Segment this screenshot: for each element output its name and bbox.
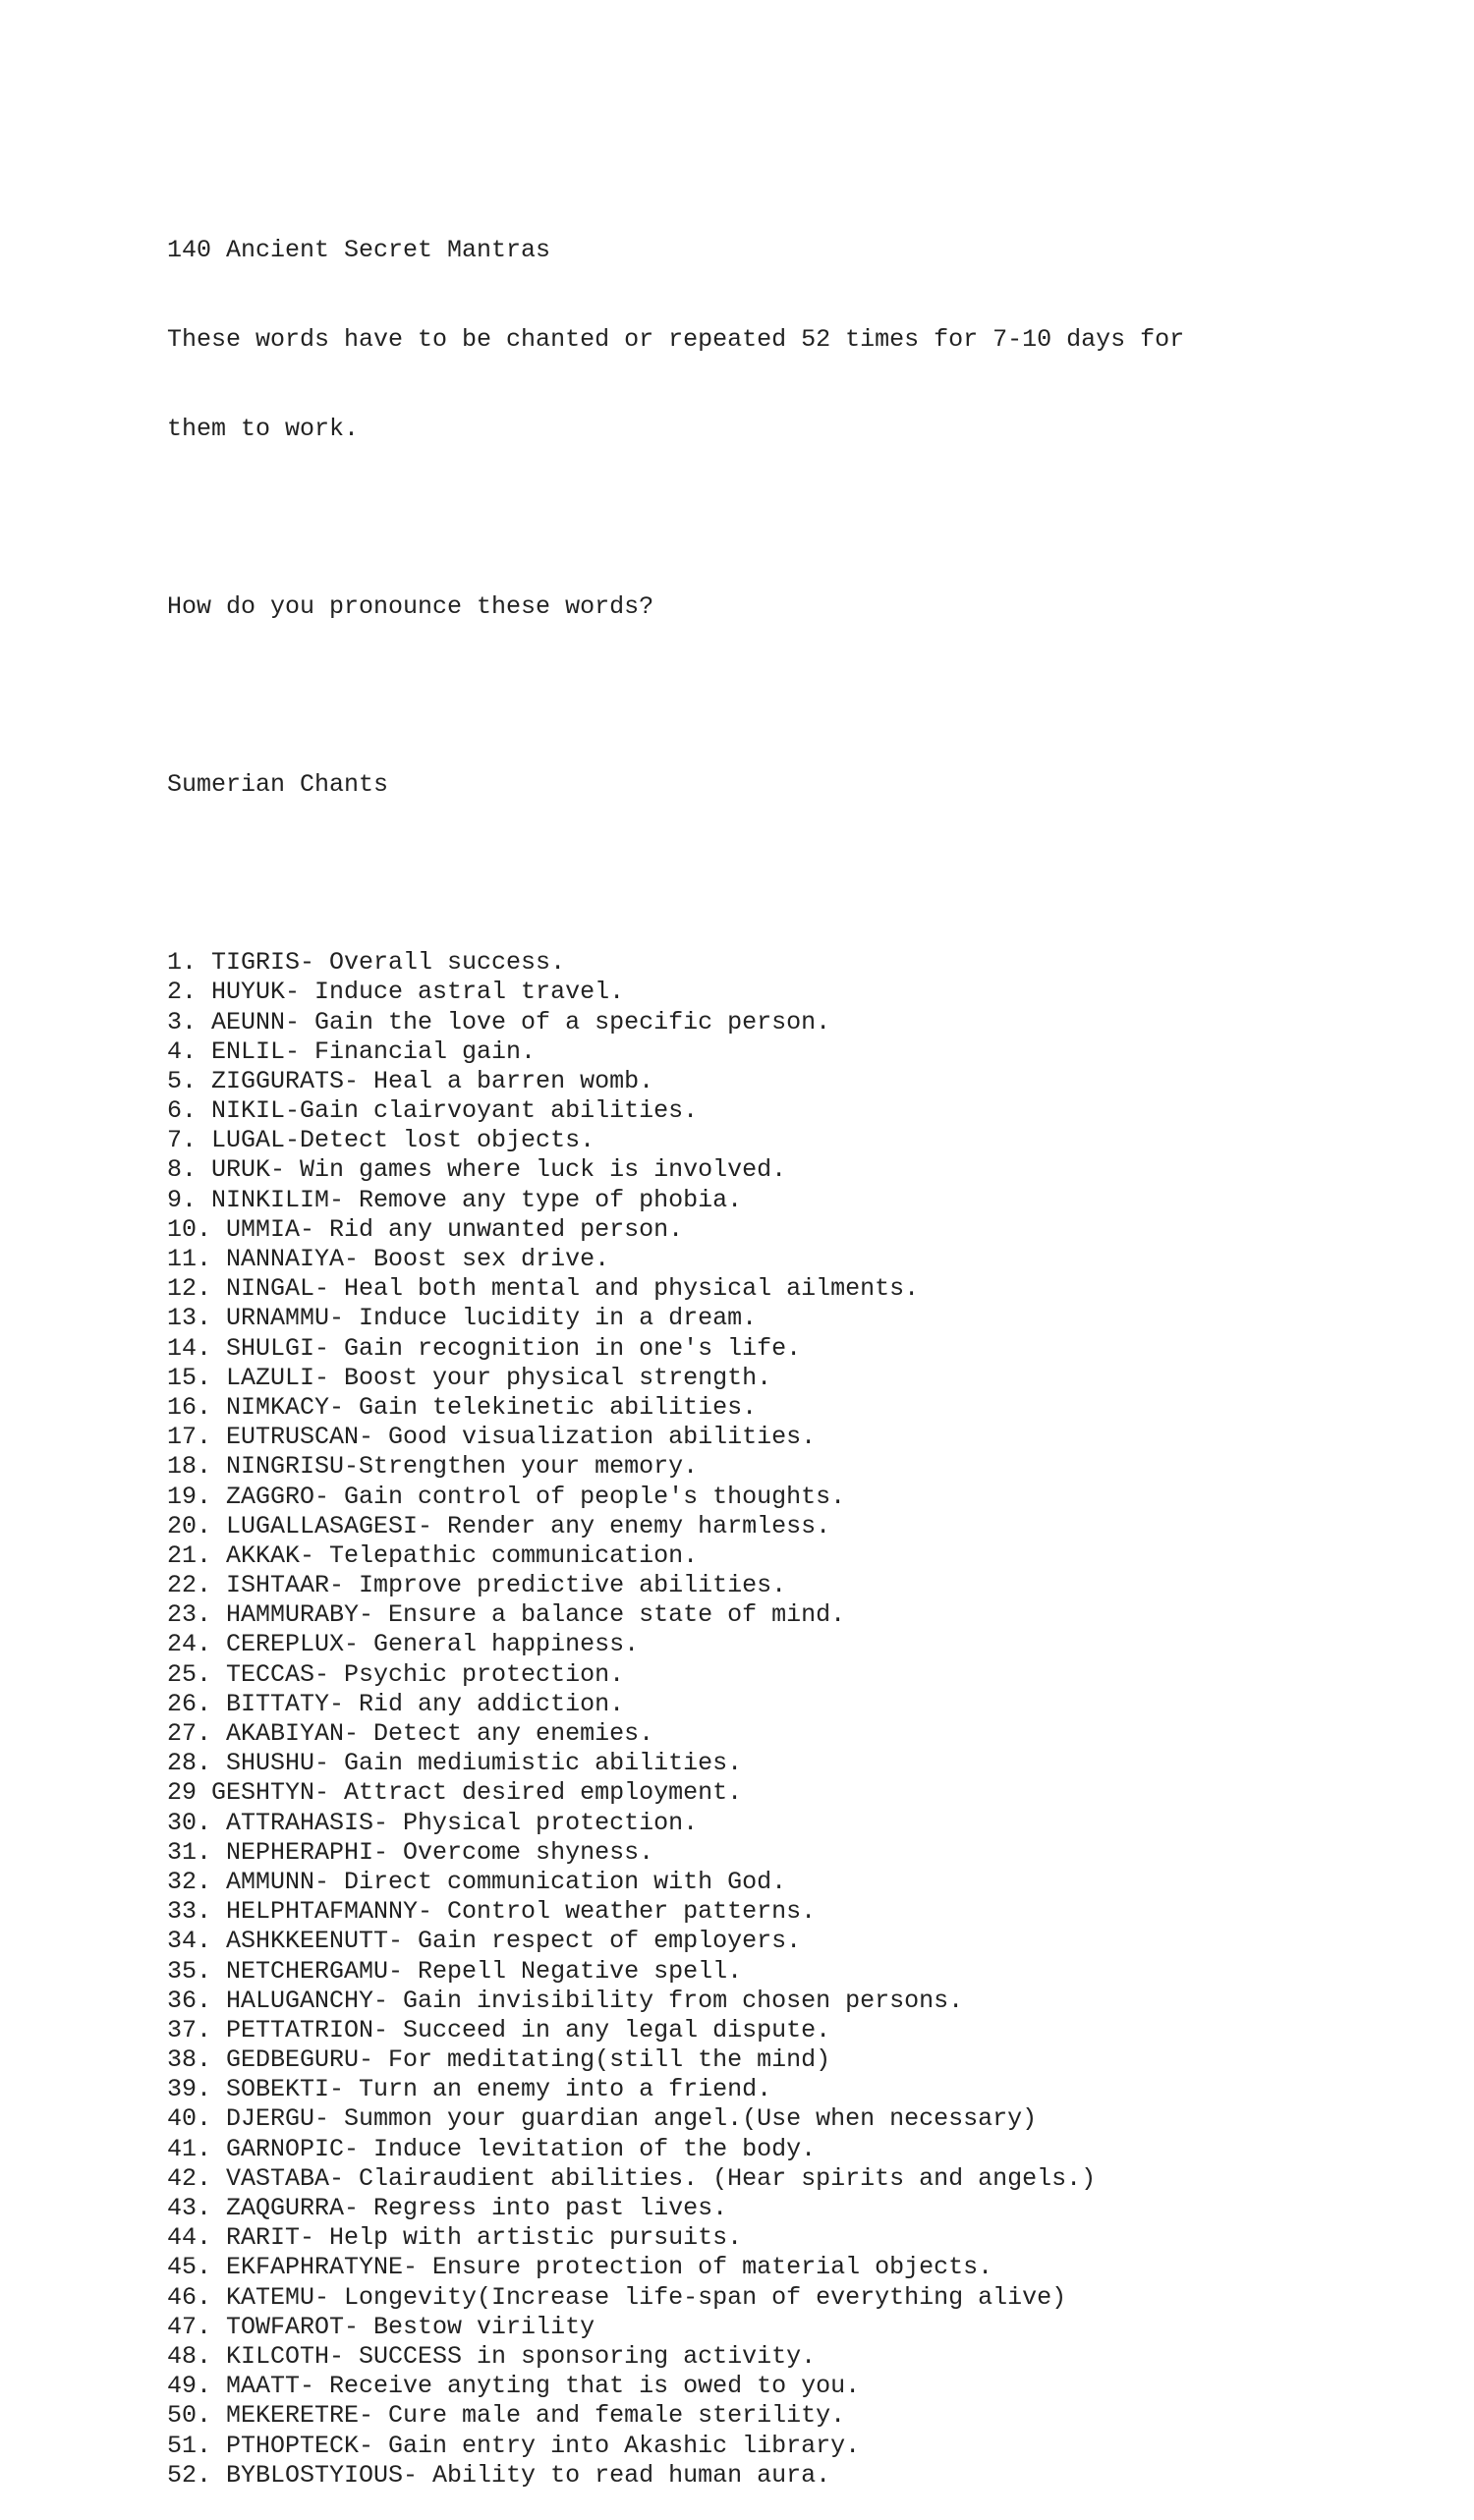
mantra-list-item: 2. HUYUK- Induce astral travel.: [167, 978, 625, 1007]
mantra-list-item: 11. NANNAIYA- Boost sex drive.: [167, 1245, 610, 1274]
mantra-list-item: 3. AEUNN- Gain the love of a specific person.: [167, 1007, 831, 1036]
mantra-list-item: 46. KATEMU- Longevity(Increase life-span of everything alive): [167, 2282, 1067, 2312]
mantra-list-item: 17. EUTRUSCAN- Good visualization abilities.: [167, 1423, 817, 1452]
intro-text-line-1: These words have to be chanted or repeated 52 times for 7-10 days for: [167, 325, 1185, 354]
mantra-list-item: 51. PTHOPTECK- Gain entry into Akashic library.: [167, 2431, 861, 2460]
mantra-list: [167, 948, 1346, 2491]
mantra-list-item: 50. MEKERETRE- Cure male and female sterility.: [167, 2401, 846, 2431]
mantra-list-item: 14. SHULGI- Gain recognition in one's life.: [167, 1333, 802, 1363]
mantra-list-item: 22. ISHTAAR- Improve predictive abilities.: [167, 1571, 787, 1600]
mantra-list-item: 31. NEPHERAPHI- Overcome shyness.: [167, 1837, 654, 1867]
mantra-list-item: 6. NIKIL-Gain clairvoyant abilities.: [167, 1096, 699, 1126]
mantra-list-item: 9. NINKILIM- Remove any type of phobia.: [167, 1185, 743, 1214]
document-title: 140 Ancient Secret Mantras: [167, 236, 551, 265]
mantra-list-item: 7. LUGAL-Detect lost objects.: [167, 1126, 595, 1155]
spacer: [167, 681, 1346, 710]
mantra-list-item: 43. ZAQGURRA- Regress into past lives.: [167, 2194, 728, 2223]
spacer: [167, 503, 1346, 532]
section-heading: Sumerian Chants: [167, 769, 389, 799]
mantra-list-item: 41. GARNOPIC- Induce levitation of the body.: [167, 2134, 817, 2163]
spacer: [167, 860, 1346, 889]
mantra-list-item: 1. TIGRIS- Overall success.: [167, 948, 566, 978]
mantra-list-item: 40. DJERGU- Summon your guardian angel.(Use when necessary): [167, 2104, 1038, 2134]
mantra-list-item: 23. HAMMURABY- Ensure a balance state of mind.: [167, 1600, 846, 1630]
mantra-list-item: 12. NINGAL- Heal both mental and physical ailments.: [167, 1274, 920, 1304]
mantra-list-item: 16. NIMKACY- Gain telekinetic abilities.: [167, 1392, 758, 1422]
mantra-list-item: 21. AKKAK- Telepathic communication.: [167, 1540, 699, 1570]
mantra-list-item: 19. ZAGGRO- Gain control of people's thoughts.: [167, 1482, 846, 1511]
mantra-list-item: 25. TECCAS- Psychic protection.: [167, 1659, 625, 1689]
mantra-list-item: 36. HALUGANCHY- Gain invisibility from chosen persons.: [167, 1986, 964, 2015]
mantra-list-item: 47. TOWFAROT- Bestow virility: [167, 2312, 595, 2341]
mantra-list-item: 15. LAZULI- Boost your physical strength.: [167, 1363, 772, 1392]
mantra-list-item: 35. NETCHERGAMU- Repell Negative spell.: [167, 1956, 743, 1986]
mantra-list-item: 29 GESHTYN- Attract desired employment.: [167, 1778, 743, 1808]
mantra-list-item: 34. ASHKKEENUTT- Gain respect of employers.: [167, 1927, 802, 1956]
pronunciation-question: How do you pronounce these words?: [167, 591, 654, 621]
mantra-list-item: 37. PETTATRION- Succeed in any legal dispute.: [167, 2015, 831, 2044]
mantra-list-item: 38. GEDBEGURU- For meditating(still the mind): [167, 2045, 831, 2075]
mantra-list-item: 20. LUGALLASAGESI- Render any enemy harmless.: [167, 1511, 831, 1540]
mantra-list-item: 45. EKFAPHRATYNE- Ensure protection of material objects.: [167, 2253, 993, 2282]
mantra-list-item: 10. UMMIA- Rid any unwanted person.: [167, 1214, 684, 1244]
mantra-list-item: 33. HELPHTAFMANNY- Control weather patterns.: [167, 1897, 817, 1927]
mantra-list-item: 18. NINGRISU-Strengthen your memory.: [167, 1452, 699, 1482]
intro-text-line-2: them to work.: [167, 414, 360, 443]
mantra-list-item: 30. ATTRAHASIS- Physical protection.: [167, 1808, 699, 1837]
mantra-list-item: 8. URUK- Win games where luck is involved.: [167, 1155, 787, 1185]
mantra-list-item: 24. CEREPLUX- General happiness.: [167, 1630, 640, 1659]
mantra-list-item: 28. SHUSHU- Gain mediumistic abilities.: [167, 1749, 743, 1778]
mantra-list-item: 49. MAATT- Receive anyting that is owed to you.: [167, 2372, 861, 2401]
mantra-list-item: 32. AMMUNN- Direct communication with God.: [167, 1867, 787, 1896]
mantra-list-item: 48. KILCOTH- SUCCESS in sponsoring activity.: [167, 2341, 817, 2371]
mantra-list-item: 5. ZIGGURATS- Heal a barren womb.: [167, 1066, 654, 1095]
mantra-list-item: 4. ENLIL- Financial gain.: [167, 1036, 537, 1066]
mantra-list-item: 42. VASTABA- Clairaudient abilities. (Hear spirits and angels.): [167, 2163, 1097, 2193]
mantra-list-item: 13. URNAMMU- Induce lucidity in a dream.: [167, 1304, 758, 1333]
mantra-list-item: 27. AKABIYAN- Detect any enemies.: [167, 1719, 654, 1749]
mantra-list-item: 26. BITTATY- Rid any addiction.: [167, 1689, 625, 1718]
mantra-list-item: 44. RARIT- Help with artistic pursuits.: [167, 2223, 743, 2253]
document-page: [167, 177, 1346, 2520]
mantra-list-item: 52. BYBLOSTYIOUS- Ability to read human aura.: [167, 2460, 831, 2490]
mantra-list-item: 39. SOBEKTI- Turn an enemy into a friend.: [167, 2075, 772, 2104]
